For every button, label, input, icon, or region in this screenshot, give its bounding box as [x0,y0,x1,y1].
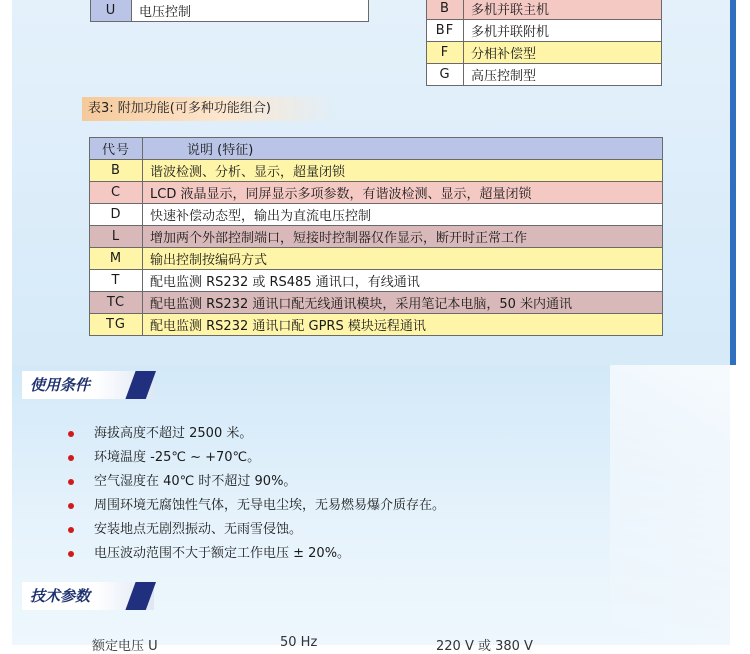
table-row [90,204,663,226]
header-desc: 说明 (特征) [143,138,663,160]
table-row [90,314,663,336]
table3-caption-text: 附加功能(可多种功能组合) [117,101,271,116]
section-title: 使用条件 [30,376,91,394]
list-item [66,520,445,544]
code-cell: L [90,226,143,248]
desc-cell: 电压控制 [132,0,369,22]
bullet-icon [68,503,74,509]
table3-caption-label: 表3: [88,101,114,116]
list-item-text: 海拔高度不超过 2500 米。 [94,426,253,441]
param-value: 220 V 或 380 V [436,639,533,654]
table-row [90,226,663,248]
desc-cell: 配电监测 RS232 或 RS485 通讯口，有线通讯 [143,270,663,292]
list-item [66,472,445,496]
table-row [427,42,662,64]
param-value: 50 Hz [280,635,318,650]
desc-cell: 配电监测 RS232 通讯口配无线通讯模块，采用笔记本电脑，50 米内通讯 [143,292,663,314]
table-row [427,64,662,86]
desc-cell: 配电监测 RS232 通讯口配 GPRS 模块远程通讯 [143,314,663,336]
desc-cell: 谐波检测、分析、显示，超量闭锁 [143,160,663,182]
section-header-params [22,582,154,610]
code-cell: TC [90,292,143,314]
bullet-icon [68,551,74,557]
list-item [66,544,445,568]
list-item-text: 环境温度 -25℃ ~ +70℃。 [94,450,261,465]
chevron-decor-icon [122,371,156,399]
table-row [427,0,662,20]
table-header-row [90,138,663,160]
table-row [91,0,369,22]
list-item-text: 安装地点无剧烈振动、无雨雪侵蚀。 [94,522,303,537]
desc-cell: 多机并联主机 [464,0,662,20]
param-label: 额定电压 U [92,639,158,654]
chevron-decor-icon [122,582,156,610]
table-row [90,160,663,182]
code-cell: TG [90,314,143,336]
list-item-text: 周围环境无腐蚀性气体，无导电尘埃，无易燃易爆介质存在。 [94,498,446,513]
table-row [90,182,663,204]
desc-cell: 增加两个外部控制端口，短接时控制器仅作显示，断开时正常工作 [143,226,663,248]
code-cell: B [427,0,464,20]
code-cell: M [90,248,143,270]
desc-cell: 快速补偿动态型，输出为直流电压控制 [143,204,663,226]
code-cell: C [90,182,143,204]
bullet-icon [68,479,74,485]
bullet-icon [68,527,74,533]
desc-cell: 多机并联附机 [464,20,662,42]
section-title: 技术参数 [30,587,91,605]
code-cell: F [427,42,464,64]
code-cell: D [90,204,143,226]
desc-cell: 分相补偿型 [464,42,662,64]
desc-cell: 高压控制型 [464,64,662,86]
code-cell: U [91,0,132,22]
table-row [90,292,663,314]
table-row [427,20,662,42]
conditions-list [66,424,445,568]
list-item-text: 空气湿度在 40℃ 时不超过 90%。 [94,474,297,489]
bullet-icon [68,455,74,461]
table-row [90,270,663,292]
list-item-text: 电压波动范围不大于额定工作电压 ± 20%。 [94,546,351,561]
desc-cell: LCD 液晶显示，同屏显示多项参数，有谐波检测、显示，超量闭锁 [143,182,663,204]
code-cell: G [427,64,464,86]
header-code: 代号 [90,138,143,160]
list-item [66,424,445,448]
table-row [90,248,663,270]
additional-functions-table [89,137,663,336]
section-header-conditions [22,371,154,399]
list-item [66,448,445,472]
table3-caption [82,97,338,121]
code-cell: T [90,270,143,292]
code-cell: BF [427,20,464,42]
control-mode-table [90,0,369,22]
code-cell: B [90,160,143,182]
model-type-table [426,0,662,86]
desc-cell: 输出控制按编码方式 [143,248,663,270]
params-peek-row [0,635,750,654]
bullet-icon [68,431,74,437]
list-item [66,496,445,520]
